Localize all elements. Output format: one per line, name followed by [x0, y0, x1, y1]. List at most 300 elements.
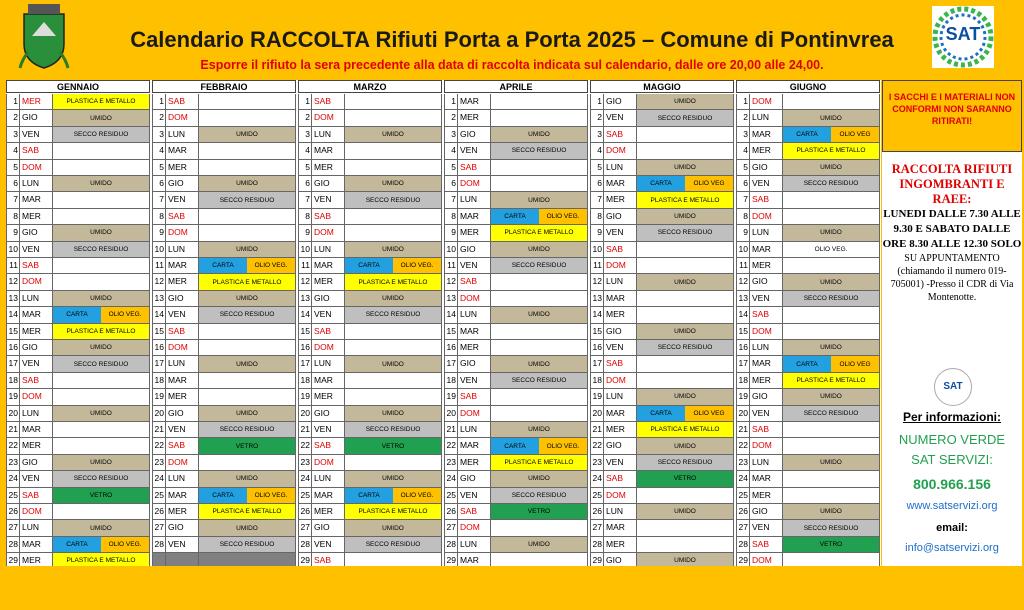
day-number: 6	[444, 176, 458, 191]
weekday: LUN	[312, 471, 345, 486]
weekday: MER	[750, 143, 783, 158]
day-number: 1	[298, 94, 312, 109]
day-row	[6, 356, 150, 372]
day-number: 1	[152, 94, 166, 109]
weekday: GIO	[458, 127, 491, 142]
day-number: 1	[590, 94, 604, 109]
day-number: 8	[590, 209, 604, 224]
weekday: MAR	[458, 553, 491, 568]
day-row	[590, 471, 734, 487]
collection-label: UMIDO	[783, 225, 879, 240]
collection-cell	[53, 389, 150, 404]
weekday: MER	[458, 225, 491, 240]
day-number: 25	[590, 488, 604, 503]
carta-label: CARTA	[783, 356, 831, 371]
collection-label: UMIDO	[783, 110, 879, 125]
collection-cell	[199, 192, 296, 207]
day-number: 3	[6, 127, 20, 142]
day-row	[590, 258, 734, 274]
collection-label: UMIDO	[783, 274, 879, 289]
day-number: 11	[444, 258, 458, 273]
day-row	[444, 422, 588, 438]
weekday: LUN	[458, 192, 491, 207]
day-row	[152, 537, 296, 553]
day-row	[590, 274, 734, 290]
collection-cell	[53, 209, 150, 224]
day-row	[298, 242, 442, 258]
day-number: 15	[6, 324, 20, 339]
collection-label: UMIDO	[53, 406, 149, 421]
collection-label: UMIDO	[491, 307, 587, 322]
day-row	[590, 422, 734, 438]
footer-band	[0, 566, 1024, 610]
collection-cell	[491, 373, 588, 388]
collection-cell	[345, 242, 442, 257]
collection-cell	[199, 225, 296, 240]
weekday: SAB	[458, 274, 491, 289]
collection-cell	[491, 340, 588, 355]
day-row	[298, 324, 442, 340]
collection-cell	[783, 422, 880, 437]
weekday: DOM	[750, 438, 783, 453]
day-number: 10	[736, 242, 750, 257]
day-number: 7	[298, 192, 312, 207]
email-link[interactable]: info@satservizi.org	[905, 542, 999, 554]
day-number: 21	[152, 422, 166, 437]
day-row	[590, 291, 734, 307]
day-row	[590, 176, 734, 192]
olio-label: OLIO VEG	[685, 406, 733, 421]
collection-label: UMIDO	[491, 127, 587, 142]
collection-cell	[199, 258, 296, 273]
collection-label: SECCO RESIDUO	[637, 340, 733, 355]
info-title: Per informazioni:	[902, 410, 1001, 424]
day-number: 20	[590, 406, 604, 421]
weekday: VEN	[312, 537, 345, 552]
day-number: 20	[6, 406, 20, 421]
weekday: GIO	[604, 438, 637, 453]
day-number: 14	[736, 307, 750, 322]
day-number: 18	[6, 373, 20, 388]
collection-label: PLASTICA E METALLO	[345, 274, 441, 289]
collection-cell	[491, 291, 588, 306]
weekday: VEN	[20, 471, 53, 486]
day-number: 21	[444, 422, 458, 437]
day-row	[6, 324, 150, 340]
weekday: VEN	[458, 373, 491, 388]
collection-label: UMIDO	[199, 520, 295, 535]
day-number: 21	[298, 422, 312, 437]
day-row	[444, 406, 588, 422]
day-number: 26	[736, 504, 750, 519]
collection-cell	[345, 192, 442, 207]
side-panel	[882, 80, 1022, 566]
collection-cell	[53, 488, 150, 503]
day-row	[6, 488, 150, 504]
day-row	[590, 488, 734, 504]
collection-label: SECCO RESIDUO	[637, 225, 733, 240]
day-row	[152, 192, 296, 208]
day-number: 16	[736, 340, 750, 355]
day-number: 14	[590, 307, 604, 322]
collection-cell	[345, 356, 442, 371]
day-row	[736, 274, 880, 290]
day-number: 26	[298, 504, 312, 519]
collection-cell	[345, 258, 442, 273]
day-row	[152, 504, 296, 520]
collection-cell	[345, 127, 442, 142]
weekday: DOM	[166, 340, 199, 355]
collection-label: SECCO RESIDUO	[783, 176, 879, 191]
day-number: 26	[6, 504, 20, 519]
day-row	[444, 225, 588, 241]
collection-label: PLASTICA E METALLO	[637, 192, 733, 207]
day-row	[736, 455, 880, 471]
day-row	[444, 143, 588, 159]
collection-cell	[199, 488, 296, 503]
day-row	[152, 356, 296, 372]
collection-cell	[637, 520, 734, 535]
day-number: 2	[736, 110, 750, 125]
collection-cell	[491, 504, 588, 519]
day-number: 15	[298, 324, 312, 339]
day-number: 24	[6, 471, 20, 486]
weekday: MAR	[312, 143, 345, 158]
weekday: GIO	[312, 520, 345, 535]
collection-cell	[53, 258, 150, 273]
weekday: MER	[312, 274, 345, 289]
day-row	[590, 340, 734, 356]
day-row	[298, 389, 442, 405]
collection-cell	[345, 160, 442, 175]
collection-cell	[491, 389, 588, 404]
day-row	[736, 422, 880, 438]
collection-cell	[53, 160, 150, 175]
collection-label: PLASTICA E METALLO	[345, 504, 441, 519]
day-number: 23	[152, 455, 166, 470]
month-header: MARZO	[298, 80, 442, 93]
weekday: SAB	[312, 438, 345, 453]
day-number: 3	[736, 127, 750, 142]
day-number: 20	[736, 406, 750, 421]
collection-cell	[345, 110, 442, 125]
day-row	[444, 160, 588, 176]
weekday: GIO	[166, 520, 199, 535]
collection-label: UMIDO	[491, 192, 587, 207]
day-row	[444, 110, 588, 126]
day-number: 8	[298, 209, 312, 224]
weekday: GIO	[312, 176, 345, 191]
day-row	[590, 406, 734, 422]
day-row	[444, 192, 588, 208]
collection-label: VETRO	[783, 537, 879, 552]
collection-label: UMIDO	[491, 356, 587, 371]
day-number: 27	[736, 520, 750, 535]
day-number: 16	[590, 340, 604, 355]
day-row	[152, 291, 296, 307]
collection-label: UMIDO	[199, 291, 295, 306]
collection-cell	[199, 389, 296, 404]
weekday: SAB	[604, 242, 637, 257]
day-row	[736, 127, 880, 143]
weekday: DOM	[604, 373, 637, 388]
weekday: SAB	[312, 209, 345, 224]
day-number: 28	[444, 537, 458, 552]
day-row	[6, 110, 150, 126]
day-row	[444, 488, 588, 504]
day-row	[6, 242, 150, 258]
day-row	[152, 406, 296, 422]
day-number: 4	[736, 143, 750, 158]
day-number: 25	[736, 488, 750, 503]
day-row	[590, 143, 734, 159]
weekday: LUN	[750, 110, 783, 125]
collection-label: SECCO RESIDUO	[199, 307, 295, 322]
day-row	[590, 520, 734, 536]
collection-cell	[637, 373, 734, 388]
carta-label: CARTA	[345, 488, 393, 503]
day-number: 20	[444, 406, 458, 421]
month-column-aprile	[444, 80, 588, 602]
day-row	[590, 110, 734, 126]
collection-cell	[53, 110, 150, 125]
day-row	[590, 209, 734, 225]
collection-cell	[199, 406, 296, 421]
weekday: MER	[750, 373, 783, 388]
weekday: DOM	[458, 520, 491, 535]
weekday: GIO	[166, 291, 199, 306]
day-number: 29	[590, 553, 604, 568]
day-row	[152, 209, 296, 225]
collection-cell	[783, 471, 880, 486]
weekday: SAB	[20, 258, 53, 273]
weekday: LUN	[604, 160, 637, 175]
day-number: 18	[444, 373, 458, 388]
day-number: 5	[298, 160, 312, 175]
weekday: SAB	[166, 438, 199, 453]
day-row	[152, 488, 296, 504]
day-number: 10	[6, 242, 20, 257]
collection-cell	[53, 520, 150, 535]
collection-cell	[637, 307, 734, 322]
weekday: SAB	[458, 504, 491, 519]
collection-cell	[783, 520, 880, 535]
collection-cell	[783, 373, 880, 388]
day-row	[444, 127, 588, 143]
weekday: MER	[166, 389, 199, 404]
day-number: 9	[590, 225, 604, 240]
collection-cell	[491, 324, 588, 339]
day-row	[6, 176, 150, 192]
weekday: VEN	[458, 143, 491, 158]
day-row	[298, 94, 442, 110]
bulky-waste-info	[882, 152, 1022, 352]
collection-cell	[783, 307, 880, 322]
day-row	[152, 324, 296, 340]
collection-cell	[199, 356, 296, 371]
calendar-grid	[6, 80, 881, 602]
weekday: MER	[750, 488, 783, 503]
olio-label: OLIO VEG	[831, 127, 879, 142]
day-row	[736, 291, 880, 307]
weekday: MAR	[458, 438, 491, 453]
collection-label: PLASTICA E METALLO	[53, 553, 149, 568]
weekday: SAB	[312, 324, 345, 339]
day-row	[590, 356, 734, 372]
day-number: 19	[736, 389, 750, 404]
day-row	[6, 143, 150, 159]
day-number: 2	[6, 110, 20, 125]
day-number: 23	[736, 455, 750, 470]
day-number: 24	[590, 471, 604, 486]
carta-label: CARTA	[491, 209, 539, 224]
weekday: LUN	[20, 406, 53, 421]
collection-cell	[637, 291, 734, 306]
collection-cell	[491, 192, 588, 207]
weekday: LUN	[604, 389, 637, 404]
day-number: 15	[590, 324, 604, 339]
sat-small-logo-text: SAT	[943, 381, 963, 392]
phone-number[interactable]: 800.966.156	[913, 476, 991, 492]
collection-cell	[53, 356, 150, 371]
collection-cell	[53, 242, 150, 257]
carta-label: CARTA	[199, 258, 247, 273]
weekday: DOM	[458, 176, 491, 191]
collection-label: UMIDO	[637, 504, 733, 519]
collection-label: UMIDO	[53, 455, 149, 470]
email-label: email:	[936, 522, 968, 534]
day-number: 3	[590, 127, 604, 142]
collection-cell	[199, 143, 296, 158]
day-number: 2	[152, 110, 166, 125]
collection-cell	[783, 291, 880, 306]
day-number: 5	[444, 160, 458, 175]
collection-label: PLASTICA E METALLO	[637, 422, 733, 437]
weekday: MAR	[458, 209, 491, 224]
olio-label: OLIO VEG.	[101, 537, 149, 552]
collection-label: UMIDO	[199, 176, 295, 191]
collection-label: SECCO RESIDUO	[53, 242, 149, 257]
weekday: MAR	[20, 192, 53, 207]
day-number: 27	[152, 520, 166, 535]
day-number: 23	[444, 455, 458, 470]
weekday: SAB	[20, 143, 53, 158]
website-link[interactable]: www.satservizi.org	[906, 500, 998, 512]
weekday: GIO	[312, 406, 345, 421]
weekday: GIO	[604, 209, 637, 224]
day-number: 16	[152, 340, 166, 355]
weekday: DOM	[750, 553, 783, 568]
collection-label: UMIDO	[783, 160, 879, 175]
collection-label: UMIDO	[199, 127, 295, 142]
weekday: DOM	[20, 389, 53, 404]
day-row	[444, 242, 588, 258]
weekday: MAR	[458, 94, 491, 109]
collection-label: UMIDO	[637, 324, 733, 339]
collection-cell	[491, 422, 588, 437]
day-row	[736, 324, 880, 340]
month-column-maggio	[590, 80, 734, 602]
day-number: 12	[6, 274, 20, 289]
collection-cell	[491, 110, 588, 125]
collection-cell	[199, 373, 296, 388]
collection-cell	[783, 258, 880, 273]
weekday: MAR	[20, 537, 53, 552]
collection-label: VETRO	[637, 471, 733, 486]
day-row	[736, 242, 880, 258]
header	[0, 0, 1024, 78]
weekday: LUN	[604, 504, 637, 519]
day-number: 5	[152, 160, 166, 175]
weekday: GIO	[20, 340, 53, 355]
day-row	[736, 520, 880, 536]
day-number: 13	[152, 291, 166, 306]
day-row	[6, 291, 150, 307]
collection-cell	[783, 504, 880, 519]
day-number: 13	[590, 291, 604, 306]
weekday: VEN	[604, 340, 637, 355]
weekday: MER	[166, 504, 199, 519]
weekday: VEN	[750, 406, 783, 421]
day-number: 29	[736, 553, 750, 568]
day-number: 16	[6, 340, 20, 355]
day-number: 8	[736, 209, 750, 224]
day-number: 9	[6, 225, 20, 240]
collection-cell	[783, 389, 880, 404]
collection-label: UMIDO	[345, 406, 441, 421]
day-row	[6, 209, 150, 225]
day-row	[590, 127, 734, 143]
collection-label: SECCO RESIDUO	[199, 192, 295, 207]
weekday: DOM	[604, 258, 637, 273]
collection-label: SECCO RESIDUO	[345, 192, 441, 207]
day-number: 19	[444, 389, 458, 404]
day-row	[444, 389, 588, 405]
collection-cell	[637, 176, 734, 191]
weekday: MAR	[604, 176, 637, 191]
day-number: 23	[590, 455, 604, 470]
collection-cell	[491, 274, 588, 289]
day-number: 17	[736, 356, 750, 371]
collection-cell	[53, 291, 150, 306]
day-number: 22	[152, 438, 166, 453]
olio-label: OLIO VEG.	[393, 258, 441, 273]
collection-label: VETRO	[199, 438, 295, 453]
day-number: 22	[298, 438, 312, 453]
day-row	[152, 225, 296, 241]
weekday: GIO	[750, 389, 783, 404]
collection-label: UMIDO	[491, 242, 587, 257]
collection-cell	[53, 127, 150, 142]
collection-label: SECCO RESIDUO	[783, 406, 879, 421]
day-row	[6, 438, 150, 454]
day-number: 10	[152, 242, 166, 257]
day-row	[298, 406, 442, 422]
day-row	[590, 373, 734, 389]
collection-cell	[345, 422, 442, 437]
day-number: 27	[590, 520, 604, 535]
collection-cell	[345, 455, 442, 470]
collection-label: UMIDO	[53, 225, 149, 240]
weekday: GIO	[20, 110, 53, 125]
weekday: DOM	[312, 225, 345, 240]
day-number: 8	[152, 209, 166, 224]
collection-label: UMIDO	[345, 520, 441, 535]
day-number: 11	[298, 258, 312, 273]
weekday: VEN	[458, 258, 491, 273]
day-row	[152, 340, 296, 356]
weekday: DOM	[20, 274, 53, 289]
